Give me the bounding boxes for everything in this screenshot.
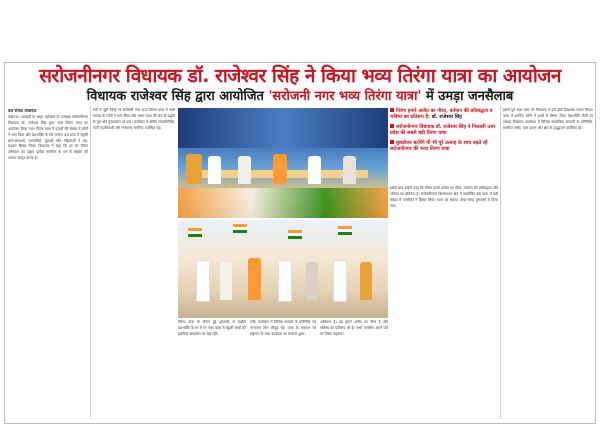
bottom-left-column <box>178 320 246 418</box>
bottom-right-text: अभियान है। यह हमारे अतीत का गौरव है और भविष्य का प्रतिरूप भी है। सभी नागरिक अपने घरों पर तिरंगा फहराएं। <box>320 320 388 336</box>
bullet-square-icon <box>390 108 394 112</box>
left-column <box>8 108 88 418</box>
person-figure <box>208 156 221 184</box>
person-figure <box>360 262 372 300</box>
right-column <box>390 186 498 318</box>
far-right-column-text: इससे पूर्व भव्य यात्रा को विधायक ने हरी झंडी दिखाकर रवाना किया। यात्रा में शामिल लोगों ने हाथों में तिरंगा लेकर देशभक्ति गीतों पर उत्साह दिखाया। कार्यक्रम में विभिन्न सामाजिक संगठनों के प्रतिनिधि, स्थानीय पार्षद, ग्राम प्रधान और क्षेत्र के प्रबुद्धजन उपस्थित रहे। <box>503 108 593 130</box>
person-figure <box>308 156 321 184</box>
subhead-highlight: 'सरोजनी नगर भव्य तिरंगा यात्रा' <box>268 89 422 104</box>
person-figure <box>220 262 232 300</box>
tricolor-flag-icon <box>233 224 247 233</box>
subhead-suffix: में उमड़ा जनसैलाब <box>421 89 514 104</box>
bottom-left-text: तिरंगा यात्रा के दौरान हुई पुष्पवर्षा से माहौल देशभक्ति के रंग में रंग गया। यात्रा में स्कूली बच्चों की झांकियां आकर्षण का केंद्र रहीं। <box>178 320 246 336</box>
highlight-bullets <box>390 108 498 155</box>
bullet-item: सरोजनीनगर विधायक डॉ. राजेश्वर सिंह ने निकाली उत्तर प्रदेश की सबसे बड़ी तिरंगा यात्रा <box>390 123 496 137</box>
person-figure <box>196 260 210 302</box>
person-figure <box>343 156 356 184</box>
second-column <box>93 108 175 418</box>
flower-garland-row <box>178 188 388 218</box>
subheadline <box>0 89 600 104</box>
tricolor-flag-icon <box>188 228 202 237</box>
bullet-square-icon <box>390 124 394 128</box>
left-column-text: लखनऊ। आजादी के अमृत महोत्सव के उपलक्ष्य सरोजनीनगर विधायक डॉ. राजेश्वर सिंह द्वारा भव्य तिरंगा यात्रा का आयोजन किया गया। तिरंगा यात्रा में हजारों की संख्या में लोगों ने भाग लिया और देशभक्ति के नारे लगाए। इस यात्रा में स्कूली छात्र-छात्राओं, व्यापारियों, युवाओं और महिलाओं ने बढ़-चढ़कर हिस्सा लिया। विधायक ने कहा कि हर घर तिरंगा अभियान का उद्देश्य प्रत्येक नागरिक के मन में राष्ट्रप्रेम की भावना जागृत करना है। <box>8 114 88 161</box>
person-figure <box>333 260 347 302</box>
bullet-square-icon <box>390 140 394 144</box>
tricolor-flag-icon <box>288 230 302 239</box>
column-divider <box>500 106 501 418</box>
stage-backdrop <box>178 108 388 148</box>
second-column-text: रैली में जुटी जिन्हें भी सरोजनी नगर भव्य तिरंगा यात्रा में सभी समाज के लोगों ने भाग लिया और भारत माता की जय के उद्घोष से पूरा क्षेत्र गुंजायमान हो उठा। कार्यक्रम में क्षेत्रीय जनप्रतिनिधि, पार्टी पदाधिकारी और गणमान्य नागरिक उपस्थित रहे। <box>93 108 175 130</box>
far-right-column <box>503 108 593 418</box>
right-column-text: इसके बाद उन्होंने कहा कि तिरंगा हमारे अतीत का गौरव, वर्तमान की प्रतिबद्धता और भविष्य का प्रतिरूप है। सरोजनीनगर विधानसभा क्षेत्र में आयोजित इस यात्रा में बड़ी संख्या में नागरिकों ने हिस्सा लिया। यात्रा का स्वागत जगह-जगह पुष्पवर्षा से किया गया। <box>390 186 498 208</box>
person-figure <box>278 260 292 302</box>
tiranga-yatra-photo <box>178 220 388 318</box>
bullet-item: तिरंगा हमारे अतीत का गौरव, वर्तमान की प्रतिबद्धता व भविष्य का प्रतिरूप है: डॉ. राजेश्वर सिंह <box>390 108 493 121</box>
bottom-right-column <box>320 320 388 418</box>
person-figure <box>238 156 251 184</box>
person-figure <box>248 258 261 300</box>
subhead-prefix: विधायक राजेश्वर सिंह द्वारा आयोजित <box>86 89 269 104</box>
stage-event-photo <box>178 108 388 218</box>
dateline: वस संवाद लखनऊ <box>8 108 37 113</box>
bottom-mid-column <box>250 320 316 418</box>
bullet-item: बुलडोजर बटोरेंगे मी भी पूरे उत्साह के साथ बढ़ते रहे सरोजनीनगर की भव्य तिरंगा यात्रा <box>390 139 488 153</box>
bottom-mid-text: गयी। कार्यक्रम में विभिन्न समाजों के प्रतिनिधि एवं गणमान्य लोग मौजूद रहे। यात्रा के समापन पर राष्ट्रगान के साथ कार्यक्रम का समापन हुआ। <box>250 320 316 336</box>
tricolor-flag-icon <box>338 226 352 235</box>
person-figure <box>273 154 287 184</box>
headline: सरोजनीनगर विधायक डॉ. राजेश्वर सिंह ने किया भव्य तिरंगा यात्रा का आयोजन <box>39 65 561 87</box>
column-divider <box>90 106 91 418</box>
person-figure <box>306 262 318 300</box>
person-figure <box>186 154 202 184</box>
